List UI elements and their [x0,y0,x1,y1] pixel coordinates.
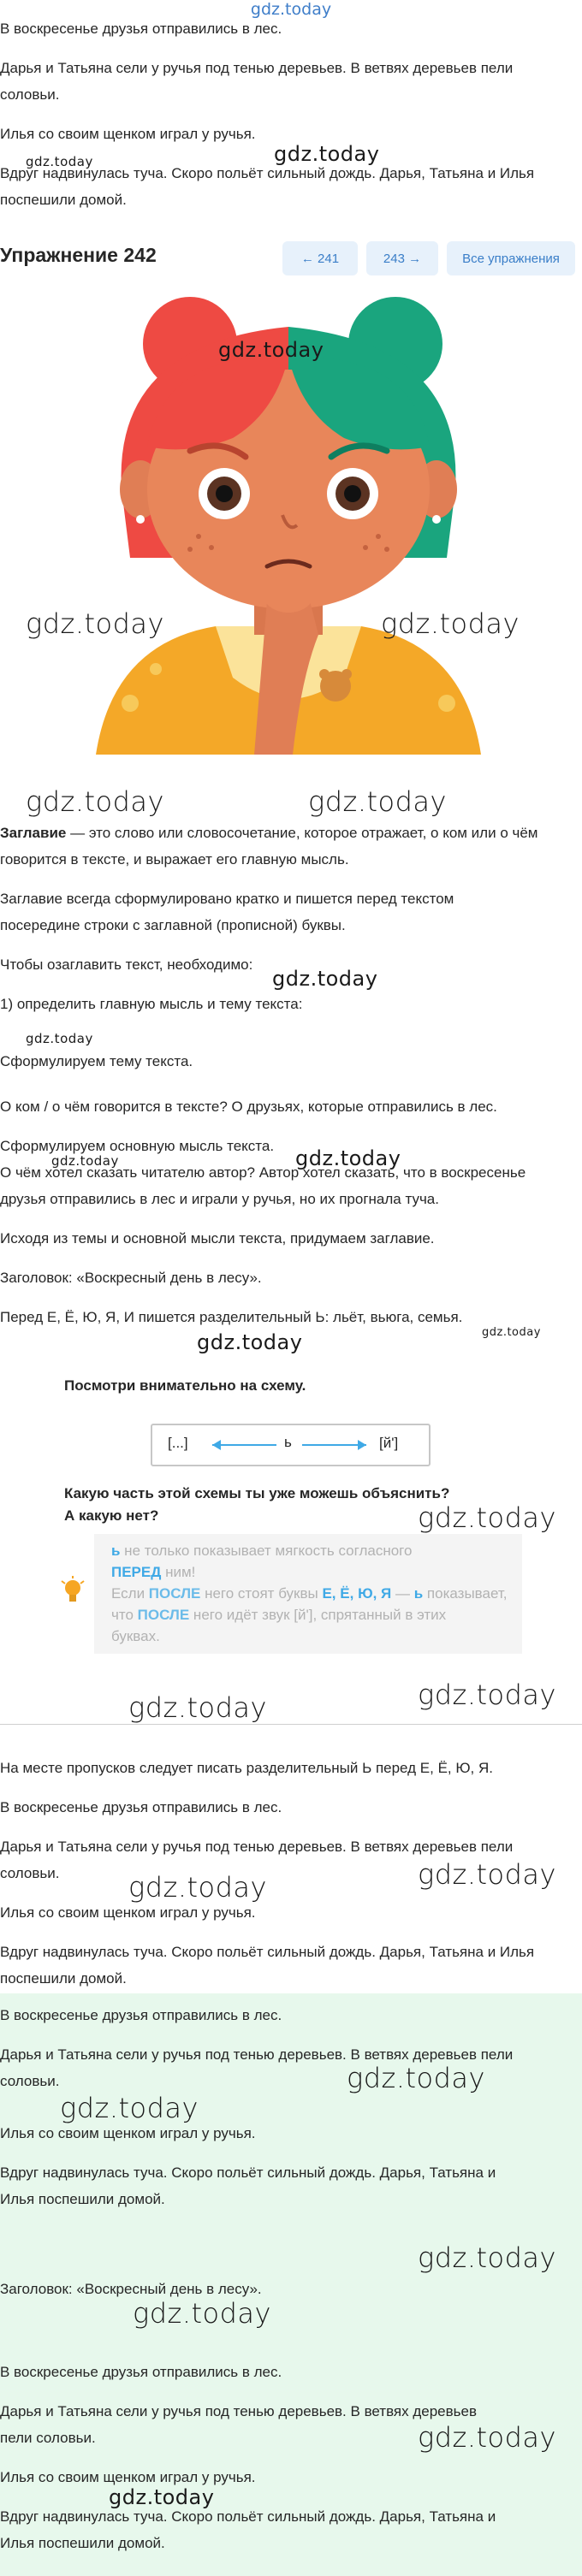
all-exercises-button[interactable]: Все упражнения [447,241,575,275]
hint-text [111,1540,522,1647]
green-line: Вдруг надвинулась туча. Скоро польёт сильный дождь. Дарья, Татьяна и [0,2508,496,2525]
green-line: Илья со своим щенком играл у ручья. [0,2469,256,2485]
intro-line: Вдруг надвинулась туча. Скоро польёт сильный дождь. Дарья, Татьяна и Илья [0,165,535,181]
answer-line: Вдруг надвинулась туча. Скоро польёт сильный дождь. Дарья, Татьяна и Илья [0,1944,535,1960]
lightbulb-icon [60,1576,86,1610]
prev-exercise-button[interactable]: ← 241 [282,241,358,275]
theory-line: Сформулируем основную мысль текста. [0,1138,275,1154]
watermark: gdz.today [418,1679,556,1711]
scheme-title: Посмотри внимательно на схему. [64,1377,306,1394]
watermark: gdz.today [347,2062,485,2094]
green-line: Илья поспешили домой. [0,2535,165,2551]
green-line: Вдруг надвинулась туча. Скоро польёт сильный дождь. Дарья, Татьяна и [0,2164,496,2181]
hint-text-part: него идёт звук [й'], спрятанный в этих [189,1607,447,1623]
scheme-soft-sign: ь [284,1434,292,1450]
hint-text-part: Если [111,1585,149,1602]
watermark: gdz.today [218,338,324,362]
theory-line: посередине строки с заглавной (прописной) буквы. [0,917,346,933]
thinking-girl-illustration [62,275,515,755]
green-line: Илья со своим щенком играл у ручья. [0,2125,256,2141]
watermark: gdz.today [51,1153,119,1169]
green-line: Дарья и Татьяна сели у ручья под тенью деревьев. В ветвях деревьев [0,2403,478,2419]
answer-line: поспешили домой. [0,1970,127,1987]
watermark: gdz.today [295,1146,401,1170]
scheme-question-line: Какую часть этой схемы ты уже можешь объяснить? [64,1485,450,1501]
watermark: gdz.today [26,607,164,640]
watermark: gdz.today [418,1501,556,1534]
answer-line: В воскресенье друзья отправились в лес. [0,1799,282,1815]
site-logo[interactable]: gdz.today [250,0,332,19]
green-line: пели соловьи. [0,2430,96,2446]
hint-highlight: ь [413,1585,424,1602]
green-line: В воскресенье друзья отправились в лес. [0,2007,282,2023]
scheme-right: [й'] [379,1435,399,1451]
watermark: gdz.today [26,1031,93,1046]
watermark: gdz.today [381,607,520,640]
intro-line: Дарья и Татьяна сели у ручья под тенью деревьев. В ветвях деревьев пели [0,60,514,76]
theory-line: 1) определить главную мысль и тему текста: [0,996,303,1012]
theory-line: друзья отправились в лес и играли у ручья, но их прогнала туча. [0,1191,439,1207]
intro-line: Илья со своим щенком играл у ручья. [0,126,256,142]
green-line: соловьи. [0,2073,60,2089]
watermark: gdz.today [128,1691,267,1724]
answer-line: Илья со своим щенком играл у ручья. [0,1904,256,1921]
intro-line: соловьи. [0,86,60,103]
hint-highlight: ПОСЛЕ [148,1585,201,1602]
watermark: gdz.today [418,1858,556,1891]
answer-rule: На месте пропусков следует писать разделительный Ь перед Е, Ё, Ю, Я. [0,1760,493,1776]
watermark: gdz.today [272,967,378,991]
watermark: gdz.today [26,785,164,818]
theory-line: Сформулируем тему текста. [0,1053,193,1069]
green-line: В воскресенье друзья отправились в лес. [0,2364,282,2380]
intro-line: поспешили домой. [0,192,127,208]
hint-highlight: ПЕРЕД [111,1564,162,1580]
hint-text-part: буквах. [111,1628,160,1644]
hint-soft-sign: ь [111,1543,121,1559]
theory-line: Заголовок: «Воскресный день в лесу». [0,1270,262,1286]
hint-text-part: ним! [161,1564,196,1580]
hint-text-part: что [111,1607,138,1623]
watermark: gdz.today [60,2092,199,2124]
next-exercise-button[interactable]: 243 → [366,241,438,275]
theory-line: говорится в тексте, и выражает его главную мысль. [0,851,349,868]
watermark: gdz.today [418,2241,556,2274]
answer-line: Дарья и Татьяна сели у ручья под тенью деревьев. В ветвях деревьев пели [0,1839,514,1855]
watermark: gdz.today [274,142,380,166]
watermark: gdz.today [26,154,93,169]
green-line: Илья поспешили домой. [0,2191,165,2207]
watermark: gdz.today [197,1330,303,1354]
hint-highlight: Е, Ё, Ю, Я [322,1585,392,1602]
watermark: gdz.today [418,2421,556,2454]
theory-line: Заглавие всегда сформулировано кратко и пишется перед текстом [0,891,454,907]
theory-line: Перед Е, Ё, Ю, Я, И пишется разделительный Ь: льёт, вьюга, семья. [0,1309,463,1325]
theory-line: Чтобы озаглавить текст, необходимо: [0,956,253,973]
watermark: gdz.today [133,2297,271,2330]
scheme-question [64,1483,449,1527]
scheme-left: [...] [168,1435,188,1451]
intro-line: В воскресенье друзья отправились в лес. [0,21,282,37]
watermark: gdz.today [109,2485,215,2509]
title-definition: — это слово или словосочетание, которое отражает, о ком или о чём [66,825,538,841]
watermark: gdz.today [482,1326,541,1339]
hint-text-part: — [391,1585,414,1602]
hint-text-part: него стоят буквы [200,1585,323,1602]
answer-line: соловьи. [0,1865,60,1881]
watermark: gdz.today [128,1871,267,1904]
green-line: Заголовок: «Воскресный день в лесу». [0,2281,262,2297]
theory-line: О чём хотел сказать читателю автор? Автор хотел сказать, что в воскресенье [0,1164,526,1181]
watermark: gdz.today [308,785,447,818]
green-line: Дарья и Татьяна сели у ручья под тенью деревьев. В ветвях деревьев пели [0,2046,514,2063]
theory-line: Исходя из темы и основной мысли текста, придумаем заглавие. [0,1230,435,1247]
hint-text-part: показывает, [423,1585,508,1602]
title-term: Заглавие [0,825,67,841]
theory-line [0,820,575,846]
theory-line: О ком / о чём говорится в тексте? О друзьях, которые отправились в лес. [0,1099,497,1115]
scheme-diagram [151,1424,431,1466]
scheme-question-line: А какую нет? [64,1507,159,1524]
hint-highlight: ПОСЛЕ [137,1607,190,1623]
hint-text-part: не только показывает мягкость согласного [120,1543,413,1559]
exercise-title: Упражнение 242 [0,244,157,266]
